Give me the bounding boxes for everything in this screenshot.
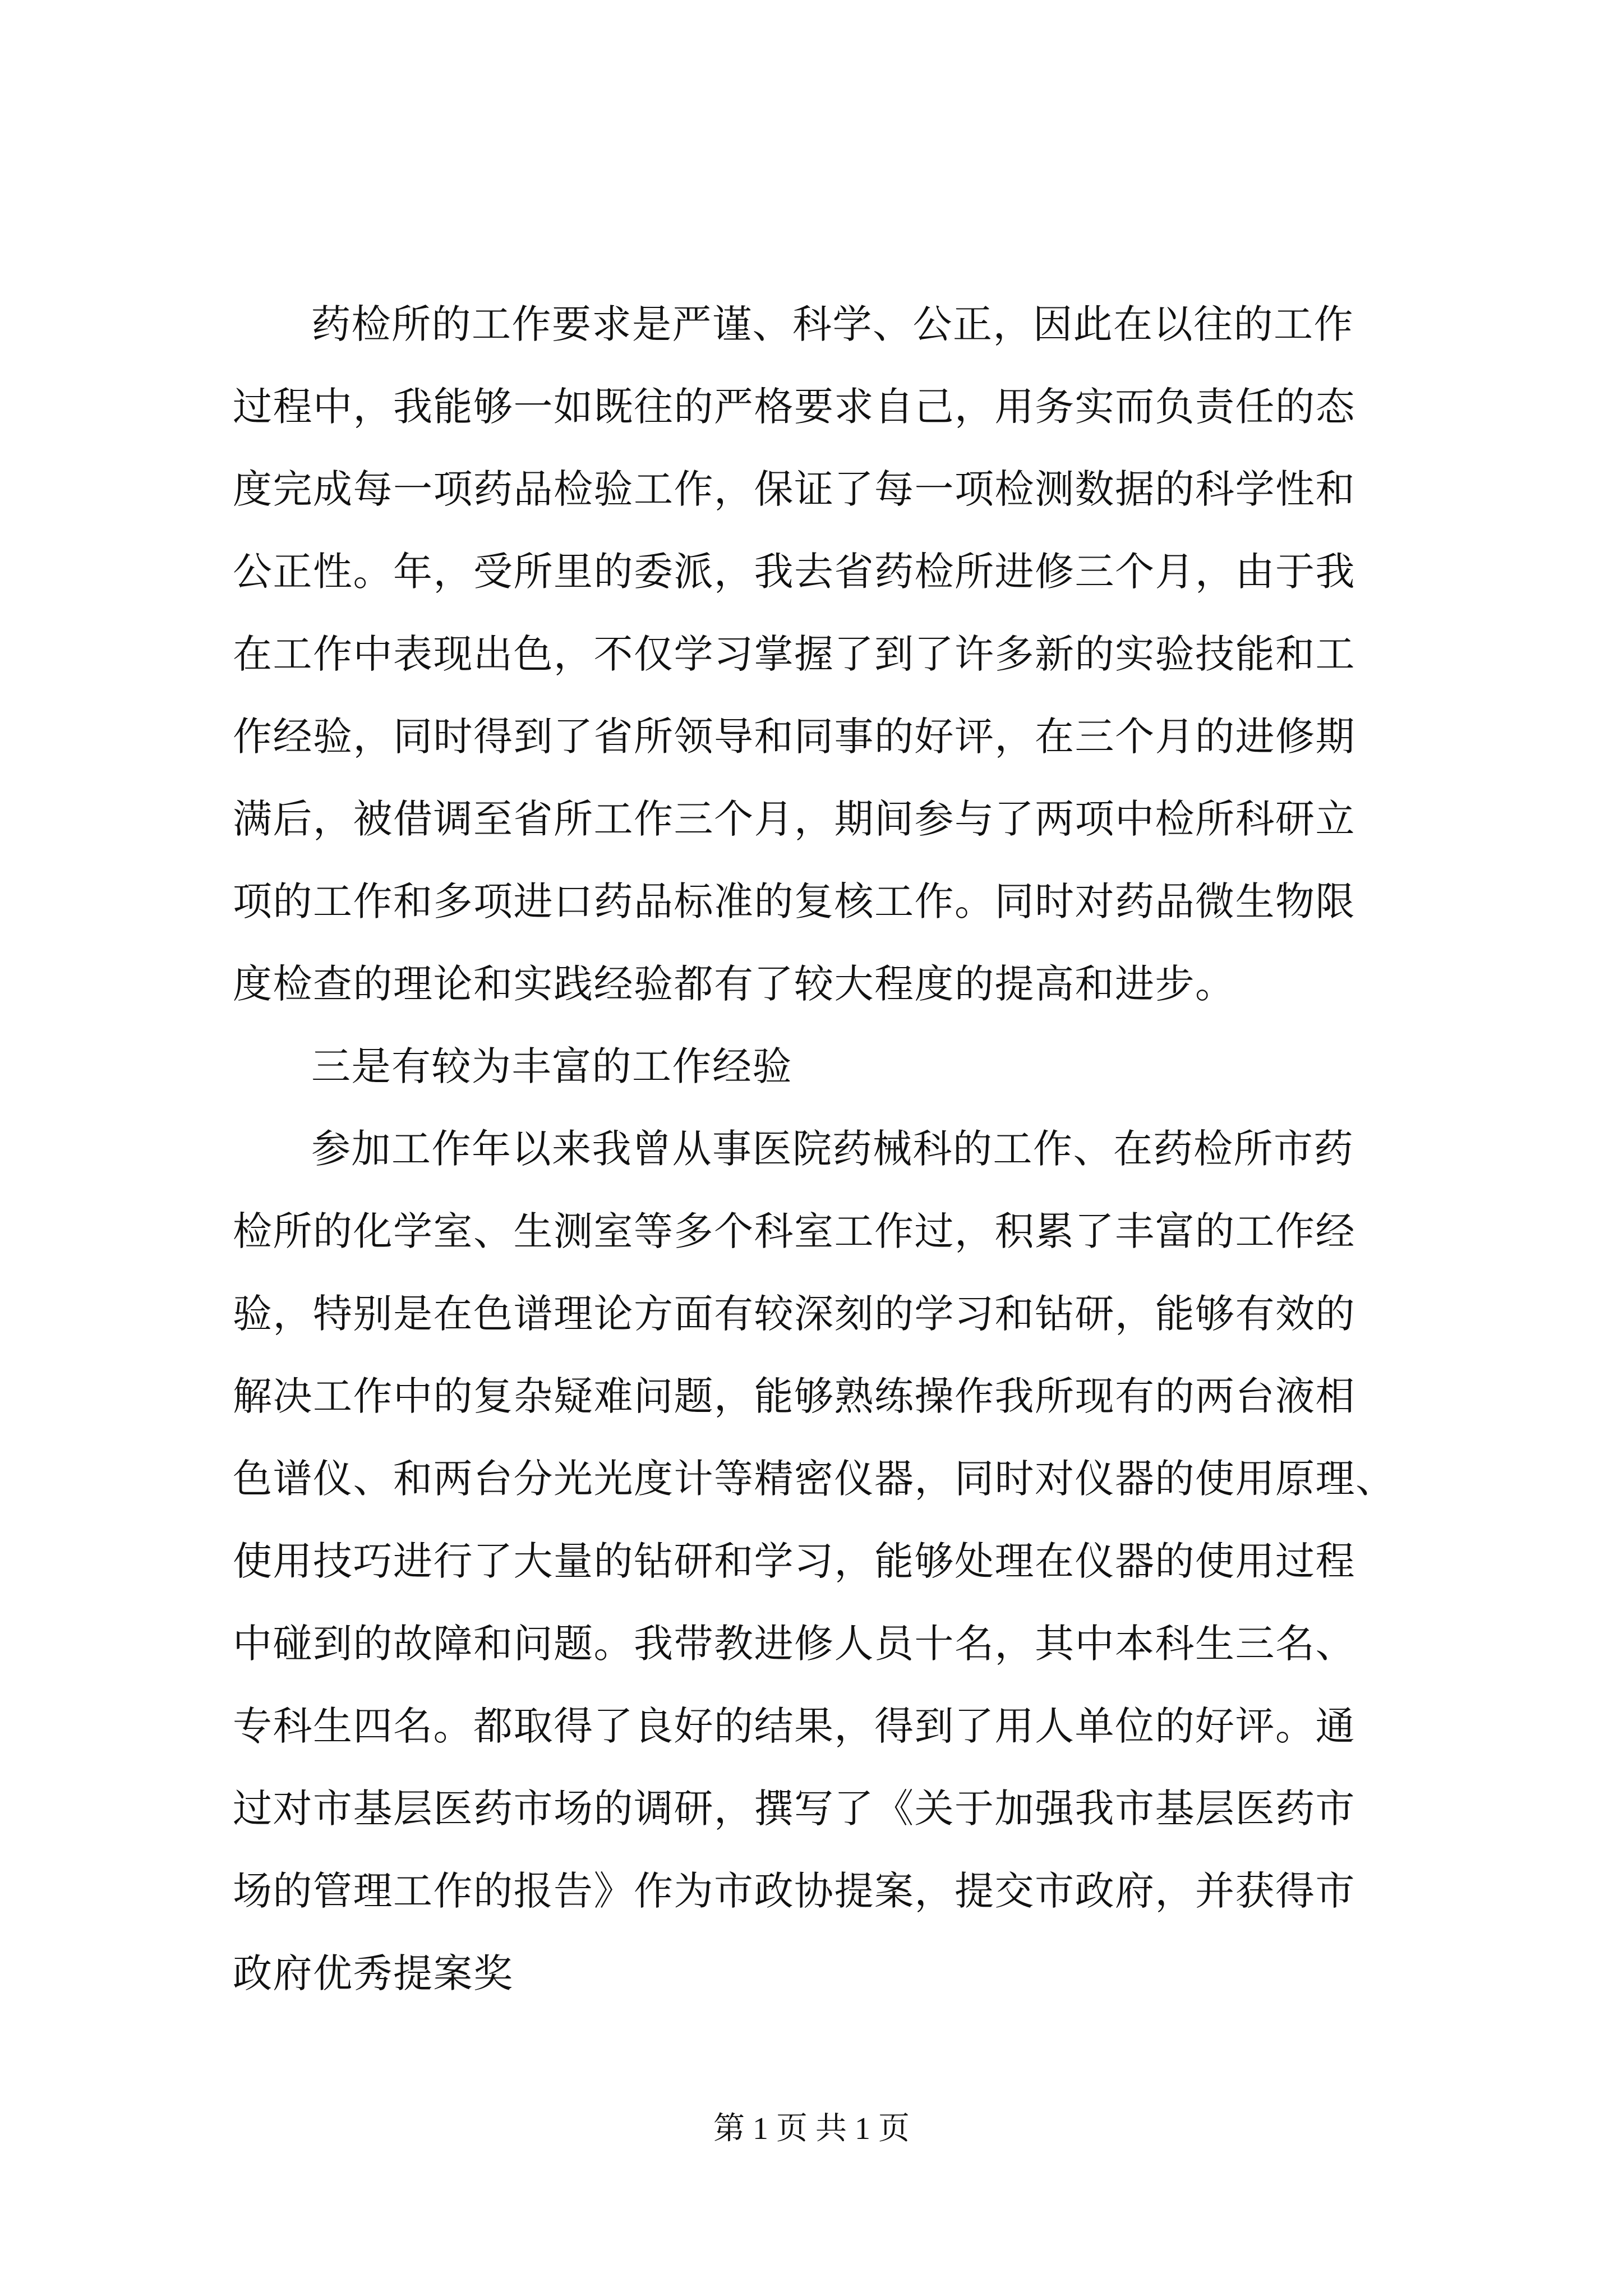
- page-footer: 第 1 页 共 1 页: [713, 2111, 910, 2146]
- text-line: 度检查的理论和实践经验都有了较大程度的提高和进步。: [233, 961, 1235, 1007]
- text-line: 验，特别是在色谱理论方面有较深刻的学习和钻研，能够有效的: [233, 1291, 1355, 1337]
- text-line: 检所的化学室、生测室等多个科室工作过，积累了丰富的工作经: [233, 1208, 1355, 1254]
- text-line: 药检所的工作要求是严谨、科学、公正，因此在以往的工作: [311, 301, 1354, 347]
- text-line: 满后，被借调至省所工作三个月，期间参与了两项中检所科研立: [233, 796, 1355, 842]
- text-line: 度完成每一项药品检验工作，保证了每一项检测数据的科学性和: [233, 466, 1355, 512]
- text-line: 使用技巧进行了大量的钻研和学习，能够处理在仪器的使用过程: [233, 1538, 1355, 1584]
- text-line: 在工作中表现出色，不仅学习掌握了到了许多新的实验技能和工: [233, 631, 1355, 677]
- text-line: 色谱仪、和两台分光光度计等精密仪器，同时对仪器的使用原理、: [233, 1456, 1396, 1502]
- section-heading: 三是有较为丰富的工作经验: [311, 1043, 792, 1089]
- text-line: 过对市基层医药市场的调研，撰写了《关于加强我市基层医药市: [233, 1786, 1355, 1832]
- text-line: 专科生四名。都取得了良好的结果，得到了用人单位的好评。通: [233, 1703, 1355, 1749]
- text-line: 解决工作中的复杂疑难问题，能够熟练操作我所现有的两台液相: [233, 1373, 1355, 1419]
- text-line: 作经验，同时得到了省所领导和同事的好评，在三个月的进修期: [233, 714, 1355, 760]
- text-line: 参加工作年以来我曾从事医院药械科的工作、在药检所市药: [311, 1126, 1354, 1172]
- document-body: [233, 283, 1416, 2015]
- text-line: 中碰到的故障和问题。我带教进修人员十名，其中本科生三名、: [233, 1621, 1355, 1667]
- text-line: 过程中，我能够一如既往的严格要求自己，用务实而负责任的态: [233, 384, 1355, 430]
- text-line: 公正性。年，受所里的委派，我去省药检所进修三个月，由于我: [233, 549, 1355, 595]
- text-line: 项的工作和多项进口药品标准的复核工作。同时对药品微生物限: [233, 878, 1355, 924]
- text-line: 政府优秀提案奖: [233, 1950, 514, 1996]
- text-line: 场的管理工作的报告》作为市政协提案，提交市政府，并获得市: [233, 1868, 1355, 1914]
